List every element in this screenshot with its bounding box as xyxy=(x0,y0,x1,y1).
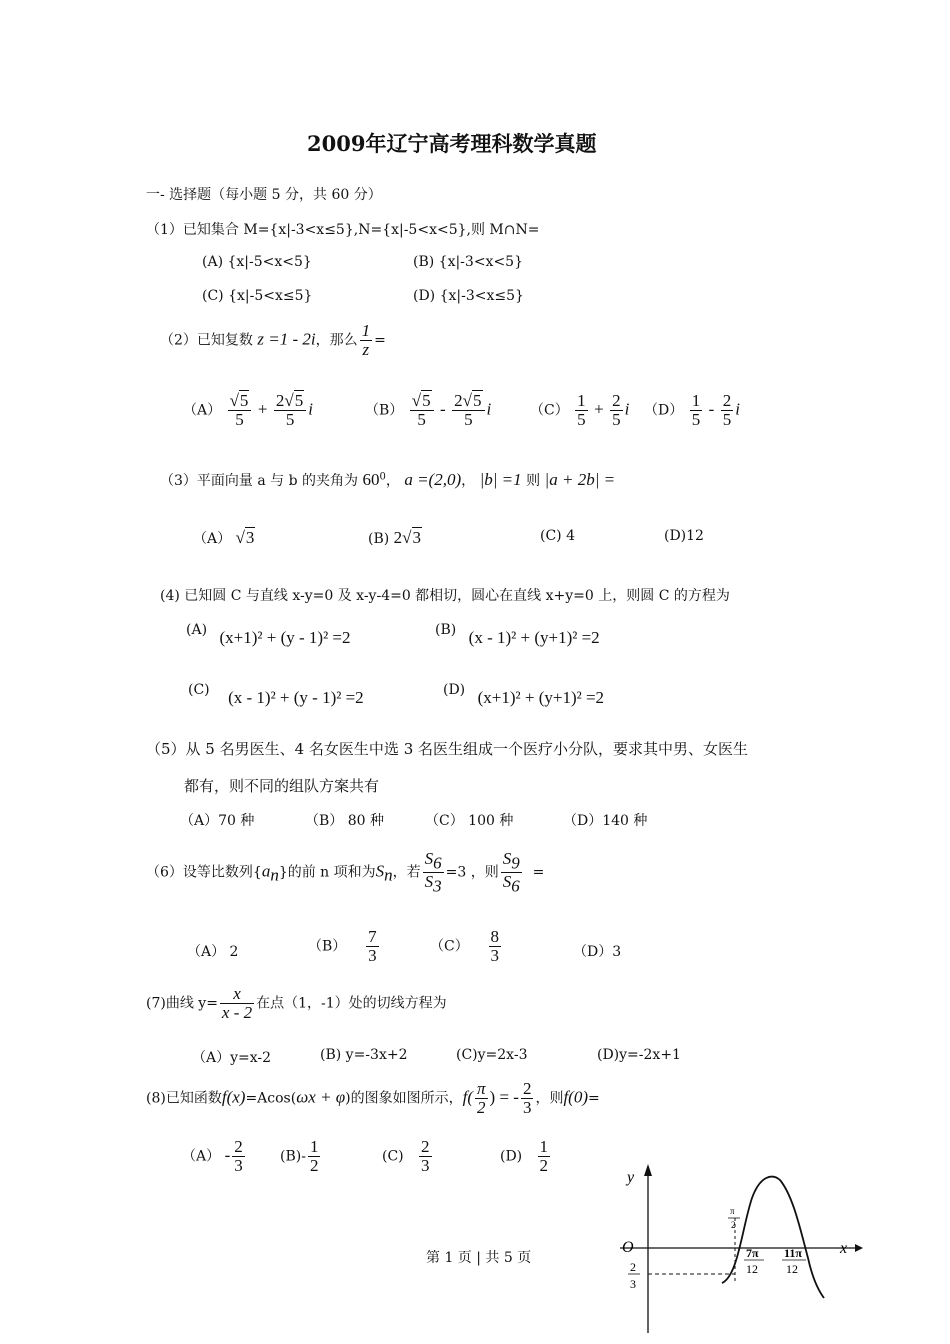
question-1-option-b: (B) {x|-3<x<5} xyxy=(413,254,523,270)
y-tick-bottom-num: 2 xyxy=(630,1260,636,1274)
question-1-option-d: (D) {x|-3<x≤5} xyxy=(413,288,524,304)
origin-label: O xyxy=(622,1239,634,1256)
question-7-option-b: (B) y=-3x+2 xyxy=(320,1047,408,1063)
page-footer: 第 1 页 | 共 5 页 xyxy=(426,1250,532,1266)
y-tick-top-num: π xyxy=(730,1206,735,1216)
question-4-option-b: (B) (x - 1)² + (y+1)² =2 xyxy=(435,622,600,647)
question-7-stem: (7)曲线 y= $\frac{x}{x - 2}$ 在点（1，-1）处的切线方程为 xyxy=(146,984,447,1022)
question-5-stem-line-1: （5）从 5 名男医生、4 名女医生中选 3 名医生组成一个医疗小分队，要求其中男、女医生 xyxy=(146,740,749,758)
question-3-option-d: (D)12 xyxy=(664,528,704,544)
question-4-option-a: (A) (x+1)² + (y - 1)² =2 xyxy=(186,622,351,647)
question-6-option-d: （D）3 xyxy=(573,944,622,960)
question-2-option-d: （D） $\frac{1}{5}$ - $\frac{2}{5}$ i xyxy=(644,391,740,429)
question-6-ratio-2: $\frac{S_9}{S_6}$ xyxy=(502,849,520,896)
question-5-option-b: （B） 80 种 xyxy=(305,813,385,829)
question-2-option-c: （C） $\frac{1}{5}$ + $\frac{2}{5}$ i xyxy=(530,391,630,429)
question-3-option-a: （A） √3 xyxy=(193,528,255,547)
x-axis-label: x xyxy=(840,1240,848,1257)
question-4-option-c: (C) (x - 1)² + (y - 1)² =2 xyxy=(188,682,364,707)
section-heading: 一- 选择题（每小题 5 分，共 60 分） xyxy=(146,187,382,203)
y-axis-label: y xyxy=(627,1169,635,1186)
question-2-fraction: $\frac{1}{z}$ xyxy=(361,321,371,359)
page-title: 2009年辽宁高考理科数学真题 xyxy=(307,131,597,156)
question-8-stem: (8)已知函数f(x)=Acos(ωx + φ)的图象如图所示，f( $\frac{\pi}{2}$ ) = - $\frac{2}{3}$ ，则f(0)= xyxy=(146,1079,600,1117)
question-6-option-a: （A） 2 xyxy=(187,944,239,960)
question-3-option-b: (B) 2√3 xyxy=(368,528,422,547)
question-3-stem: （3）平面向量 a 与 b 的夹角为 $60^0$， a =(2,0)， |b| =1 则 |a + 2b| = xyxy=(160,470,616,489)
question-1-option-a: (A) {x|-5<x<5} xyxy=(202,254,312,270)
question-7-option-c: (C)y=2x-3 xyxy=(456,1047,528,1063)
question-6-ratio-1: $\frac{S_6}{S_3}$ xyxy=(424,849,442,896)
question-5-option-a: （A）70 种 xyxy=(180,813,255,829)
question-7-option-d: (D)y=-2x+1 xyxy=(597,1047,681,1063)
function-graph xyxy=(600,1158,870,1338)
y-axis-arrow xyxy=(644,1164,652,1176)
question-1-option-c: (C) {x|-5<x≤5} xyxy=(202,288,313,304)
question-7-option-a: （A）y=x-2 xyxy=(192,1050,272,1066)
question-4-option-d: (D) (x+1)² + (y+1)² =2 xyxy=(443,682,605,707)
question-8-option-b: (B)- $\frac{1}{2}$ xyxy=(280,1137,319,1175)
question-2-option-a: （A） $\frac{√5}{5}$ + $\frac{2√5}{5}$ i xyxy=(183,391,313,429)
question-6-option-c: （C） $\frac{8}{3}$ xyxy=(430,927,500,965)
question-6-option-b: （B） $\frac{7}{3}$ xyxy=(308,927,377,965)
y-tick-bottom-den: 3 xyxy=(630,1277,636,1291)
question-4-stem: (4) 已知圆 C 与直线 x-y=0 及 x-y-4=0 都相切，圆心在直线 x+y=0 上，则圆 C 的方程为 xyxy=(160,588,730,604)
x-tick-2-den: 12 xyxy=(786,1262,798,1276)
question-1-stem: （1）已知集合 M={x|-3<x≤5},N={x|-5<x<5},则 M∩N= xyxy=(146,222,540,238)
question-5-stem-line-2: 都有，则不同的组队方案共有 xyxy=(184,777,380,795)
question-3-option-c: (C) 4 xyxy=(540,528,575,544)
question-2-stem: （2）已知复数 z =1 - 2i，那么 $\frac{1}{z}$ = xyxy=(160,321,386,359)
x-axis-arrow xyxy=(855,1244,863,1252)
question-2-option-b: （B） $\frac{√5}{5}$ - $\frac{2√5}{5}$ i xyxy=(365,391,492,429)
x-tick-1-den: 12 xyxy=(746,1262,758,1276)
question-8-option-d: (D) $\frac{1}{2}$ xyxy=(500,1137,549,1175)
cosine-curve xyxy=(722,1177,824,1298)
y-tick-top-den: 2 xyxy=(731,1220,736,1230)
question-8-option-a: （A） - $\frac{2}{3}$ xyxy=(182,1137,243,1175)
x-tick-2-num: 11π xyxy=(784,1246,802,1260)
x-tick-1-num: 7π xyxy=(746,1246,759,1260)
question-5-option-d: （D）140 种 xyxy=(563,813,648,829)
question-5-option-c: （C） 100 种 xyxy=(425,813,514,829)
question-8-option-c: (C) $\frac{2}{3}$ xyxy=(382,1137,430,1175)
question-6-stem: （6）设等比数列$\{a_n\}$的前 n 项和为$S_n$，若 $\frac{S_6}{S_3}$ =3 ，则 $\frac{S_9}{S_6}$ = xyxy=(146,849,545,896)
